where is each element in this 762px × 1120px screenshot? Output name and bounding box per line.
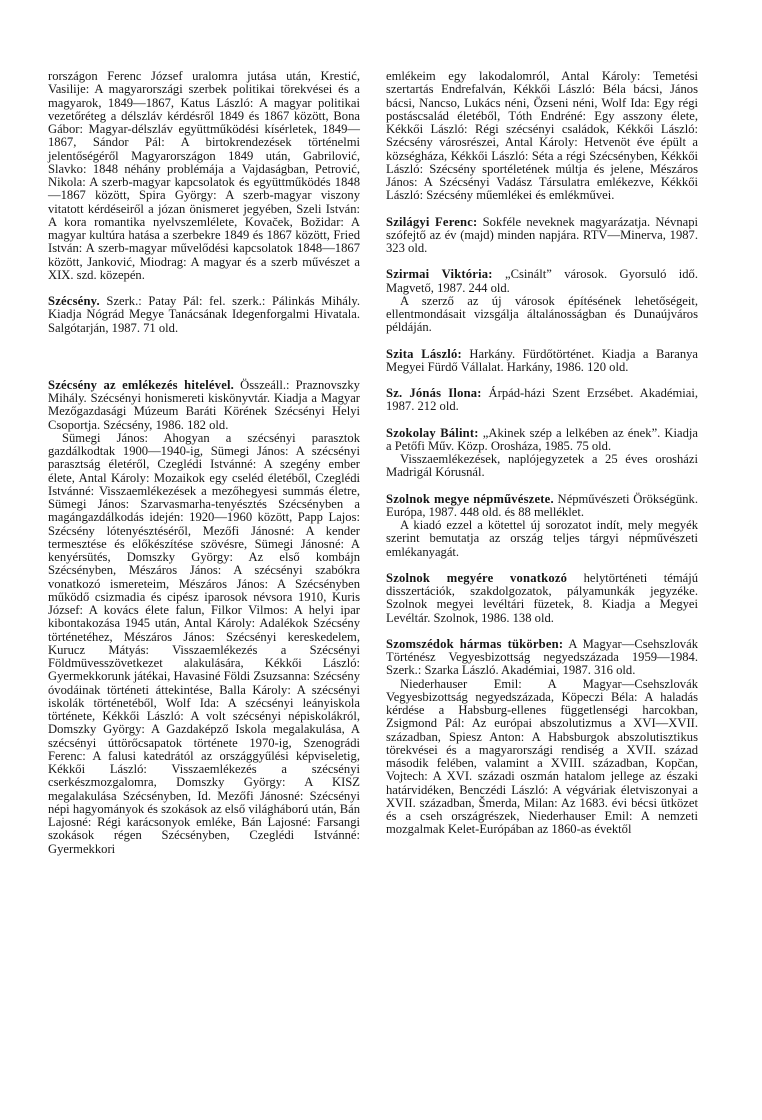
entry-contents: Niederhauser Emil: A Magyar—Csehszlovák Vegyesbizottság negyedszázada, Köpeczi Béla: A haladás kérdése a Habsburg-ellenes függetlenségi harcokban, Zsigmond Pál: Az európai abszolutizmus a XVI—XVII. században, Spiesz Anton: A Habsburgok abszolutisztikus törekvései és a magyarországi rendiség a XVII. század második felében, valamint a XVIII. században, Kopčan, Vojtech: A XVI. századi oszmán hatalom jellege az északi határvidéken, Benczédi László: A végváriak életviszonyai a XVII. században, Šmerda, Milan: Az 1683. évi bécsi ütközet és a cseh országrészek, Niederhauser Emil: A nemzeti mozgalmak Kelet-Európában az 1860-as évektől [386,676,698,837]
entry-szecseny-emlekezes [48,379,360,856]
right-column [386,70,698,837]
entry-text: helytörténeti témájú disszertációk, szakdolgozatok, pályamunkák jegyzéke. Szolnok megyei levéltári füzetek, 8. Kiadja a Megyei Levéltár. Szolnok, 1986. 138 old. [386,570,699,625]
entry-szolnok-megyere [386,572,698,625]
entry-text: Sokféle neveknek magyarázatja. Névnapi szófejtő az év (majd) minden napjára. RTV—Minerva, 1987. 323 old. [386,214,698,255]
entry-heading: Szilágyi Ferenc: [386,214,478,229]
entry-heading: Szécsény az emlékezés hitelével. [48,377,235,392]
entry-continuation [386,70,698,203]
entry-text: Árpád-házi Szent Erzsébet. Akadémiai, 1987. 212 old. [386,386,699,414]
entry-heading: Szita László: [386,346,462,361]
entry-text: Népművészeti Örökségünk. Európa, 1987. 448 old. és 88 melléklet. [386,491,698,519]
entry-heading: Szécsény. [48,294,100,308]
left-column [48,70,360,856]
entry-szecseny [48,295,360,335]
entry-szomszedok [386,638,698,837]
entry-heading: Szirmai Viktória: [386,267,493,282]
entry-contents: Sümegi János: Ahogyan a szécsényi parasztok gazdálkodtak 1900—1940-ig, Sümegi János: A szécsényi parasztság életéről, Czeglédi Istvánné: A szegény ember élete, Antal Károly: Mozaikok egy cseléd életéből, Czeglédi Istvánné: Visszaemlékezések a mezőhegyesi summás életre, Sümegi János: Szarvasmarha-tenyésztés Szécsényben a magángazdálkodás idején: 1920—1960 között, Papp Lajos: Szécsény lótenyésztéséről, Mezőfi Jánosné: A kender termesztése és előkészítése szövésre, Sümegi Jánosné: A kenyérsütés, Domszky György: Az első kombájn Szécsényben, Mészáros János: A szécsényi szabókra vonatkozó ismereteim, Mészáros János: A Szécsényben működő csizmadia és cipész iparosok névsora 1910, Kuris József: A kovács élete falun, Filkor Vilmos: A helyi ipar kibontakozása 1945 után, Antal Károly: Adalékok Szécsény történetéhez, Mészáros János: Szécsényi kereskedelem, Kurucz Mátyás: Visszaemlékezés a Szécsényi Földmüvesszövetkezet alakulására, Kékkői László: Gyermekkorunk játékai, Havasiné Földi Zsuzsanna: Szécsény óvodáinak történeti áttekintése, Balla Károly: A szécsényi iskolák történetéből, Wolf Ida: A szécsényi leányiskola története, Kékkői László: A volt szécsényi népiskolákról, Domszky György: A Gazdaképző Iskola megalakulása, A szécsényi úttörőcsapatok története 1970-ig, Szenográdi Ferenc: A falusi katedrától az országgyűlési képviseletig, Kékkői László: Visszaemlékezés a szécsényi cserkészmozgalomra, Domszky György: A KISZ megalakulása Szécsényben, Id. Mezőfi Jánosné: Szécsényi népi hagyományok és szokások az első világháború után, Bán Lajosné: Régi karácsonyok emléke, Bán Lajosné: Farsangi szokások régen Szécsényben, Czeglédi Istvánné: Gyermekkori [48,430,360,856]
entry-jonas [386,387,698,414]
entry-text: „Akinek szép a lelkében az ének”. Kiadja a Petőfi Műv. Közp. Orosháza, 1985. 75 old. [386,425,698,453]
entry-heading: Szokolay Bálint: [386,425,479,440]
entry-text: emlékeim egy lakodalomról, Antal Károly: Temetési szertartás Endrefalván, Kékkői László: Béla bácsi, János bácsi, Nancso, Lukács néni, Özseni néni, Wolf Ida: Egy régi postáscsalád életéből, Tóth Endréné: Egy asszony élete, Kékkői László: Régi szécsényi családok, Kékkői László: Szécsény városrészei, Antal Károly: Hetvenöt éve épült a községháza, Kékkői László: Séta a régi Szécsényben, Kékkői László: Szécsény sportéletének múltja és jelene, Mészáros János: A Szécsényi Vadász Társulatra emlékezve, Kékkői László: Szécsény műemlékei és emlékművei. [386,69,698,203]
entry-szilagyi [386,216,698,256]
entry-text: Összeáll.: Praznovszky Mihály. Szécsényi honismereti kiskönyvtár. Kiadja a Magyar Mezőgazdasági Múzeum Baráti Körének Szécsényi Helyi Csoportja. Szécsény, 1986. 182 old. [48,377,360,432]
entry-szirmai [386,268,698,334]
entry-text: Harkány. Fürdőtörténet. Kiadja a Baranya Megyei Fürdő Vállalat. Harkány, 1986. 120 old. [386,346,698,374]
entry-szolnok-nepmuveszet [386,493,698,559]
entry-continuation [48,70,360,282]
entry-text: Szerk.: Patay Pál: fel. szerk.: Pálinkás Mihály. Kiadja Nógrád Megye Tanácsának Idegenforgalmi Hivatala. Salgótarján, 1987. 71 old. [48,294,360,335]
entry-heading: Szolnok megye népművészete. [386,491,554,506]
entry-szokolay [386,427,698,480]
entry-szita [386,348,698,375]
entry-heading: Szolnok megyére vonatkozó [386,570,568,585]
entry-heading: Szomszédok hármas tükörben: [386,636,564,651]
entry-heading: Sz. Jónás Ilona: [386,386,482,400]
entry-text: A Magyar—Csehszlovák Történész Vegyesbizottság negyedszázada 1959—1984. Szerk.: Szarka László. Akadémiai, 1987. 316 old. [386,636,698,678]
entry-annotation: A szerző az új városok építésének lehetőségeit, ellentmondásait vizsgálja általánosságban és Dunaújváros példáján. [386,293,698,335]
entry-annotation: A kiadó ezzel a kötettel új sorozatot indít, mely megyék szerint bemutatja az ország teljes tárgyi népművészeti emlékanyagát. [386,518,698,559]
entry-text: rországon Ferenc József uralomra jutása után, Krestić, Vasilije: A magyarországi szerbek politikai törekvései és a magyarok, 1849—1867, Katus László: A magyar politikai vezetőréteg a délszláv kérdésről 1849 és 1867 között, Bona Gábor: Magyar-délszláv együttműködési kísérletek, 1849—1867, Sándor Pál: A birtokrendezések történelmi jelentőségéről Magyarországon 1849 után, Gabrilović, Slavko: 1848 néhány problémája a Vajdaságban, Petrović, Nikola: A szerb-magyar kapcsolatok és együttműködés 1848—1867 között, Spira György: A szerb-magyar viszony vitatott kérdéseiről a józan önismeret jegyében, Szeli István: A kora romantika nyelvszemlélete, Kovaček, Božidar: A magyar kultúra hatása a szerbekre 1849 és 1867 között, Fried István: A szerb-magyar művelődési kapcsolatok 1848—1867 között, Janković, Miodrag: A magyar és a szerb művészet a XIX. szd. közepén. [48,69,360,282]
entry-annotation: Visszaemlékezések, naplójegyzetek a 25 éves orosházi Madrigál Kórusnál. [386,452,698,480]
entry-text: „Csinált” városok. Gyorsuló idő. Magvető, 1987. 244 old. [386,267,698,295]
